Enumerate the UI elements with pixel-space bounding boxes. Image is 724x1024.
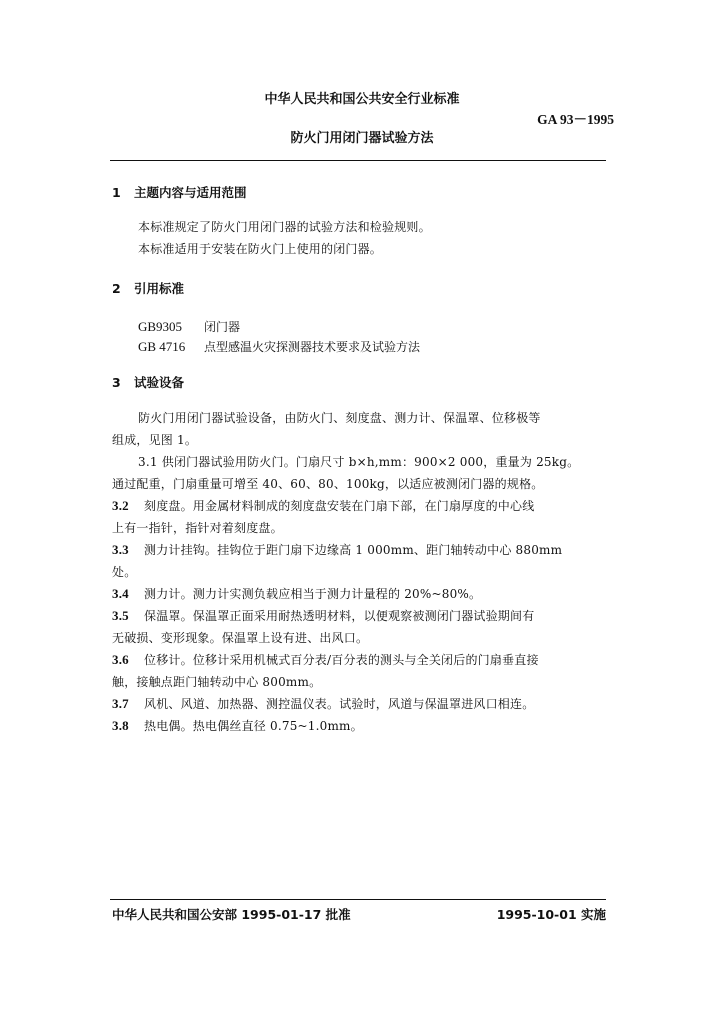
clause-text: 保温罩。保温罩正面采用耐热透明材料，以便观察被测闭门器试验期间有 — [144, 609, 535, 623]
clause-3-1-line: 3.1 供闭门器试验用防火门。门扇尺寸 b×h,mm：900×2 000，重量为 25kg。 — [138, 455, 580, 469]
reference-code: GB 4716 — [138, 339, 186, 354]
reference-code: GB9305 — [138, 319, 183, 334]
section-1-heading — [112, 183, 247, 201]
paragraph-line: 本标准规定了防火门用闭门器的试验方法和检验规则。 — [138, 220, 431, 234]
implementation-date: 1995-10-01 实施 — [496, 907, 606, 922]
clause-3-8 — [112, 715, 616, 737]
clause-text: 热电偶。热电偶丝直径 0.75~1.0mm。 — [144, 719, 363, 733]
clause-number: 3.4 — [112, 586, 129, 601]
clause-3-3-cont: 处。 — [112, 565, 137, 579]
clause-text: 测力计挂钩。挂钩位于距门扇下边缘高 1 000mm、距门轴转动中心 880mm — [144, 543, 563, 557]
clause-3-3 — [112, 539, 616, 561]
clause-3-7 — [112, 693, 616, 715]
paragraph-line: 防火门用闭门器试验设备，由防火门、刻度盘、测力计、保温罩、位移极等 — [138, 411, 541, 425]
clause-3-1-line: 通过配重，门扇重量可增至 40、60、80、100kg，以适应被测闭门器的规格。 — [112, 477, 544, 491]
clause-text: 刻度盘。用金属材料制成的刻度盘安装在门扇下部，在门扇厚度的中心线 — [144, 499, 535, 513]
section-3-body — [112, 407, 616, 737]
section-number: 1 — [112, 185, 121, 200]
clause-3-5-cont: 无破损、变形现象。保温罩上设有进、出风口。 — [112, 631, 369, 645]
footer-rule — [110, 899, 606, 900]
section-title: 试验设备 — [134, 375, 185, 390]
section-2-heading — [112, 279, 184, 297]
clause-text: 位移计。位移计采用机械式百分表/百分表的测头与全关闭后的门扇垂直接 — [144, 653, 539, 667]
clause-number: 3.8 — [112, 718, 129, 733]
approval-statement: 中华人民共和国公安部 1995-01-17 批准 — [112, 907, 351, 922]
section-number: 3 — [112, 375, 121, 390]
clause-number: 3.2 — [112, 498, 129, 513]
clause-number: 3.3 — [112, 542, 129, 557]
paragraph-line: 组成，见图 1。 — [112, 433, 198, 447]
section-title: 主题内容与适用范围 — [134, 185, 247, 200]
section-3-heading — [112, 373, 184, 391]
document-title: 防火门用闭门器试验方法 — [290, 131, 434, 146]
section-title: 引用标准 — [134, 281, 185, 296]
clause-text: 测力计。测力计实测负载应相当于测力计量程的 20%~80%。 — [144, 587, 482, 601]
reference-name: 闭门器 — [204, 320, 241, 334]
header-rule — [110, 160, 606, 161]
issuing-organization: 中华人民共和国公共安全行业标准 — [264, 92, 460, 107]
paragraph-line: 本标准适用于安装在防火门上使用的闭门器。 — [138, 242, 383, 256]
clause-number: 3.6 — [112, 652, 129, 667]
clause-3-4 — [112, 583, 616, 605]
clause-text: 风机、风道、加热器、测控温仪表。试验时，风道与保温罩进风口相连。 — [144, 697, 535, 711]
section-number: 2 — [112, 281, 121, 296]
clause-3-6-cont: 触，接触点距门轴转动中心 800mm。 — [112, 675, 322, 689]
clause-3-2 — [112, 495, 616, 517]
standard-code: GA 93－1995 — [537, 112, 614, 127]
clause-number: 3.5 — [112, 608, 129, 623]
clause-number: 3.7 — [112, 696, 129, 711]
clause-3-2-cont: 上有一指针，指针对着刻度盘。 — [112, 521, 283, 535]
clause-3-6 — [112, 649, 616, 671]
reference-name: 点型感温火灾探测器技术要求及试验方法 — [204, 340, 421, 354]
reference-item — [138, 338, 420, 355]
clause-3-5 — [112, 605, 616, 627]
section-1-body — [112, 216, 616, 260]
reference-item — [138, 318, 240, 335]
